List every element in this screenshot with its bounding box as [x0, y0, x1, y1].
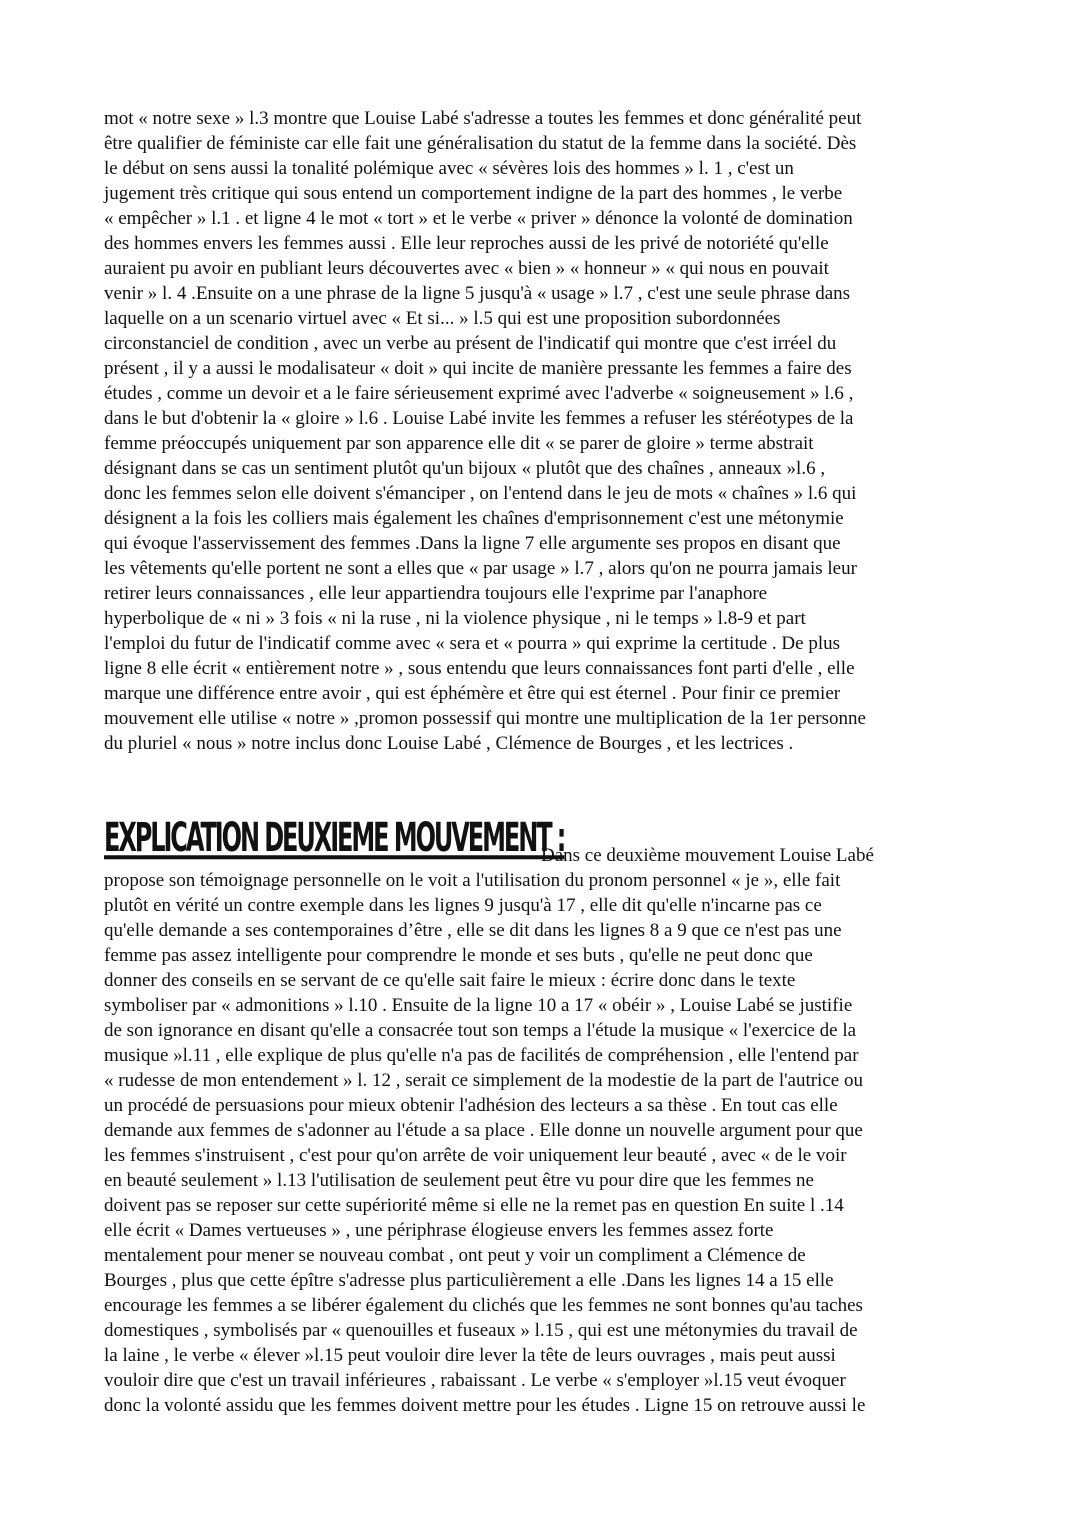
text-line: domestiques , symbolisés par « quenouilles et fuseaux » l.15 , qui est une métonymies du travail de — [104, 1320, 858, 1341]
text-line: qu'elle demande a ses contemporaines d’être , elle se dit dans les lignes 8 a 9 que ce n'est pas une — [104, 920, 842, 941]
text-line: propose son témoignage personnelle on le voit a l'utilisation du pronom personnel « je », elle fait — [104, 870, 841, 891]
text-line: donc la volonté assidu que les femmes doivent mettre pour les études . Ligne 15 on retrouve aussi le — [104, 1395, 866, 1416]
text-line: plutôt en vérité un contre exemple dans les lignes 9 jusqu'à 17 , elle dit qu'elle n'incarne pas ce — [104, 895, 822, 916]
text-line: musique »l.11 , elle explique de plus qu'elle n'a pas de facilités de compréhension , elle l'entend par — [104, 1045, 859, 1066]
text-line: retirer leurs connaissances , elle leur appartiendra toujours elle l'exprime par l'anaphore — [104, 583, 768, 604]
text-line: désignent a la fois les colliers mais également les chaînes d'emprisonnement c'est une métonymie — [104, 508, 844, 529]
heading-continuation-text: Dans ce deuxième mouvement Louise Labé — [541, 845, 874, 866]
text-line: dans le but d'obtenir la « gloire » l.6 . Louise Labé invite les femmes a refuser les stéréotypes de la — [104, 408, 854, 429]
text-line: qui évoque l'asservissement des femmes .Dans la ligne 7 elle argumente ses propos en disant que — [104, 533, 841, 554]
text-line: doivent pas se reposer sur cette supériorité même si elle ne la remet pas en question En suite l .14 — [104, 1195, 844, 1216]
text-line: vouloir dire que c'est un travail inférieures , rabaissant . Le verbe « s'employer »l.15 veut évoquer — [104, 1370, 846, 1391]
section-heading: EXPLICATION DEUXIEME MOUVEMENT : — [104, 814, 565, 862]
text-line: symboliser par « admonitions » l.10 . Ensuite de la ligne 10 a 17 « obéir » , Louise Labé se justifie — [104, 995, 853, 1016]
text-line: marque une différence entre avoir , qui est éphémère et être qui est éternel . Pour finir ce premier — [104, 683, 841, 704]
text-line: femme pas assez intelligente pour comprendre le monde et ses buts , qu'elle ne peut donc que — [104, 945, 813, 966]
text-line: jugement très critique qui sous entend un comportement indigne de la part des hommes , le verbe — [104, 183, 843, 204]
text-line: études , comme un devoir et a le faire sérieusement exprimé avec l'adverbe « soigneusement » l.6 , — [104, 383, 854, 404]
text-line: ligne 8 elle écrit « entièrement notre » , sous entendu que leurs connaissances font parti d'elle , elle — [104, 658, 855, 679]
paragraph-first-movement — [104, 106, 866, 756]
text-line: hyperbolique de « ni » 3 fois « ni la ruse , ni la violence physique , ni le temps » l.8-9 et part — [104, 608, 806, 629]
paragraph-second-movement — [104, 868, 865, 1418]
text-line: un procédé de persuasions pour mieux obtenir l'adhésion des lecteurs a sa thèse . En tout cas elle — [104, 1095, 838, 1116]
text-line: du pluriel « nous » notre inclus donc Louise Labé , Clémence de Bourges , et les lectrices . — [104, 733, 794, 754]
text-line: de son ignorance en disant qu'elle a consacrée tout son temps a l'étude la musique « l'exercice de la — [104, 1020, 857, 1041]
text-line: elle écrit « Dames vertueuses » , une périphrase élogieuse envers les femmes assez forte — [104, 1220, 774, 1241]
text-line: désignant dans se cas un sentiment plutôt qu'un bijoux « plutôt que des chaînes , anneaux »l.6 , — [104, 458, 826, 479]
text-line: mot « notre sexe » l.3 montre que Louise Labé s'adresse a toutes les femmes et donc généralité peut — [104, 108, 862, 129]
text-line: « empêcher » l.1 . et ligne 4 le mot « tort » et le verbe « priver » dénonce la volonté de domination — [104, 208, 853, 229]
text-line: Bourges , plus que cette épître s'adresse plus particulièrement a elle .Dans les lignes 14 a 15 elle — [104, 1270, 834, 1291]
text-line: mentalement pour mener se nouveau combat , ont peut y voir un compliment a Clémence de — [104, 1245, 806, 1266]
text-line: mouvement elle utilise « notre » ,promon possessif qui montre une multiplication de la 1er personne — [104, 708, 866, 729]
text-line: les vêtements qu'elle portent ne sont a elles que « par usage » l.7 , alors qu'on ne pourra jamais leur — [104, 558, 857, 579]
text-line: les femmes s'instruisent , c'est pour qu'on arrête de voir uniquement leur beauté , avec « de le voir — [104, 1145, 847, 1166]
text-line: « rudesse de mon entendement » l. 12 , serait ce simplement de la modestie de la part de l'autrice ou — [104, 1070, 863, 1091]
text-line: donner des conseils en se servant de ce qu'elle sait faire le mieux : écrire donc dans le texte — [104, 970, 796, 991]
text-line: donc les femmes selon elle doivent s'émanciper , on l'entend dans le jeu de mots « chaînes » l.6 qui — [104, 483, 857, 504]
text-line: en beauté seulement » l.13 l'utilisation de seulement peut être vu pour dire que les femmes ne — [104, 1170, 814, 1191]
text-line: présent , il y a aussi le modalisateur « doit » qui incite de manière pressante les femmes a faire des — [104, 358, 852, 379]
text-line: l'emploi du futur de l'indicatif comme avec « sera et « pourra » qui exprime la certitude . De plus — [104, 633, 840, 654]
section-second-movement — [104, 814, 874, 1418]
text-line: laquelle on a un scenario virtuel avec « Et si... » l.5 qui est une proposition subordonnées — [104, 308, 781, 329]
text-line: être qualifier de féministe car elle fait une généralisation du statut de la femme dans la société. Dès — [104, 133, 857, 154]
text-line: venir » l. 4 .Ensuite on a une phrase de la ligne 5 jusqu'à « usage » l.7 , c'est une seule phrase dans — [104, 283, 851, 304]
text-line: des hommes envers les femmes aussi . Elle leur reproches aussi de les privé de notoriété qu'elle — [104, 233, 829, 254]
section-heading-line — [104, 814, 874, 868]
text-line: femme préoccupés uniquement par son apparence elle dit « se parer de gloire » terme abstrait — [104, 433, 814, 454]
text-line: encourage les femmes a se libérer également du clichés que les femmes ne sont bonnes qu'au taches — [104, 1295, 863, 1316]
text-line: demande aux femmes de s'adonner au l'étude a sa place . Elle donne un nouvelle argument pour que — [104, 1120, 863, 1141]
text-line: auraient pu avoir en publiant leurs découvertes avec « bien » « honneur » « qui nous en pouvait — [104, 258, 829, 279]
text-line: la laine , le verbe « élever »l.15 peut vouloir dire lever la tête de leurs ouvrages , mais peut aussi — [104, 1345, 836, 1366]
text-line: circonstanciel de condition , avec un verbe au présent de l'indicatif qui montre que c'est irréel du — [104, 333, 837, 354]
text-line: le début on sens aussi la tonalité polémique avec « sévères lois des hommes » l. 1 , c'est un — [104, 158, 794, 179]
